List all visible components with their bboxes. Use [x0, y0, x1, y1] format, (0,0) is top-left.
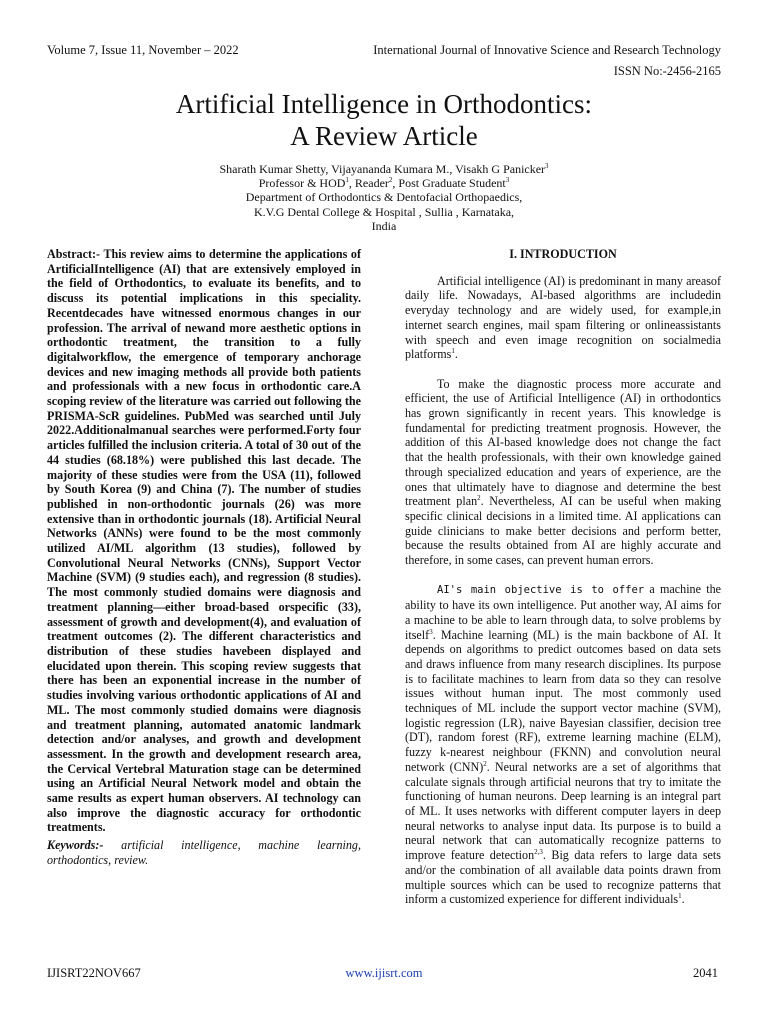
page-number: 2041	[693, 966, 718, 980]
p3-sup3: 2,3	[534, 848, 543, 857]
author-roles	[0, 176, 768, 190]
paper-code: IJISRT22NOV667	[47, 966, 141, 980]
role-2-sup: 2	[388, 176, 393, 185]
p1-sup: 1	[451, 347, 455, 356]
intro-paragraph-1	[405, 274, 721, 362]
role-2: , Reader	[348, 176, 389, 191]
journal-name: International Journal of Innovative Science and Research Technology	[373, 43, 721, 57]
p3-odd-font: AI's main objective is to offer	[437, 584, 645, 597]
p3-sup1: 3	[429, 627, 433, 636]
keywords-label: Keywords:-	[47, 838, 104, 853]
p3-b: . Machine learning (ML) is the main backbone of AI. It depends on algorithms to predict outcomes based on data sets and draws influence from many research disciplines. Its purpose is to facilitate machines to learn from data so they can resolve issues without human input. The most commonly used techniques of ML include the support vector machine (SVM), logistic regression (LR), naive Bayesian classifier, decision tree (DT), random forest (RF), extreme learning machine (ELM), fuzzy k-nearest neighbour (FKNN) and convolution neural network (CNN)	[405, 627, 721, 774]
p3-sup4: 1	[678, 892, 682, 901]
p2-a: To make the diagnostic process more accurate and efficient, the use of Artificial Intelligence (AI) in orthodontics has grown significantly in recent years. This knowledge is fundamental for predicting treatment prognosis. However, the addition of this AI-based knowledge does not change the fact that the health professionals, with their own knowledge gained through specialized education and years of experience, are the ones that ultimately have to diagnose and determine the best treatment plan	[405, 376, 721, 509]
author-names-line	[0, 162, 768, 176]
keywords	[47, 838, 361, 867]
p3-a: a machine the ability to have its own intelligence. Put another way, AI aims for a machine to be able to learn through data, to solve problems by itself	[405, 582, 721, 642]
p3-sup2: 2	[483, 759, 487, 768]
volume-issue: Volume 7, Issue 11, November – 2022	[47, 43, 239, 57]
abstract: Abstract:- This review aims to determine the applications of ArtificialIntelligence (AI) that are extensively employed in the field of Orthodontics, to evaluate its benefits, and to discuss its potential implications in this speciality. Recentdecades have witnessed enormous changes in our profession. The arrival of newand more aesthetic options in orthodontic treatment, the transition to a fully digitalworkflow, the emergence of temporary anchorage devices and new imaging methods all provide both patients and professionals with a new focus in orthodontic care.A scoping review of the literature was carried out following the PRISMA-ScR guidelines. PubMed was searched until July 2022.Additionalmanual searches were performed.Forty four articles fulfilled the inclusion criteria. A total of 30 out of the 44 studies (68.18%) were published this last decade. The majority of these studies were from the USA (11), followed by South Korea (9) and China (7). The number of studies published in non-orthodontic journals (26) was more extensive than in orthodontic journals (18). Artificial Neural Networks (ANNs) were found to be the most commonly utilized AI/ML algorithm (13 studies), followed by Convolutional Neural Networks (CNNs), Support Vector Machine (SVM) (9 studies each), and regression (8 studies). The most commonly studied domains were diagnosis and treatment planning—either broad-based orspecific (33), assessment of growth and development(4), and evaluation of treatment outcomes (2). The different characteristics and distribution of these studies havebeen displayed and elucidated upon therein. This scoping review suggests that there has been an exponential increase in the number of studies involving various orthodontic applications of AI and ML. The most commonly studied domains were diagnosis and treatment planning, automated anatomic landmark detection and/or analyses, and growth and development assessment. In the growth and development research area, the Cervical Vertebral Maturation stage can be determined using an Artificial Neural Network model and obtain the same results as expert human observers. AI technology can also improve the diagnostic accuracy for orthodontic treatments.	[47, 247, 361, 835]
department: Department of Orthodontics & Dentofacial Orthopaedics,	[245, 190, 523, 205]
p2-b: . Nevertheless, AI can be useful when making specific clinical decisions in a limited time. AI applications can guide clinicians to make better decisions and perform better, because the results obtained from AI are highly accurate and therefore, in some cases, can prevent human errors.	[405, 494, 721, 568]
journal-url[interactable]: www.ijisrt.com	[345, 966, 423, 980]
p3-c: . Neural networks are a set of algorithms that calculate signals through artificial neurons that try to imitate the functioning of human neurons. Deep learning is an integral part of ML. It uses networks with different computer layers in deep neural networks to analyse input data. Its purpose is to build a neural network that can automatically recognize patterns to improve feature detection	[405, 759, 721, 863]
p3-e: .	[681, 892, 685, 907]
author-sup: 3	[545, 162, 549, 170]
role-3: , Post Graduate Student	[392, 176, 506, 191]
p3-d: . Big data refers to large data sets and/or the combination of all available data points drawn from multiple sources which can be used to recognize patterns that inform a customized experience for different individuals	[405, 848, 721, 907]
role-1-sup: 1	[345, 176, 349, 185]
title-line-2: A Review Article	[290, 121, 478, 151]
p1-end: .	[454, 347, 458, 362]
college: K.V.G Dental College & Hospital , Sullia , Karnataka,	[253, 204, 515, 219]
p2-sup: 2	[477, 494, 481, 503]
role-3-sup: 3	[505, 176, 510, 185]
p1-text: Artificial intelligence (AI) is predominant in many areasof daily life. Nowadays, AI-based algorithms are includedin everyday technology and are widely used, for example,in internet search engines, mail spam filtering or onlineassistants with speech and even image recognition on socialmedia platforms	[405, 273, 721, 362]
left-column	[47, 247, 361, 868]
paper-title	[0, 88, 768, 152]
issn: ISSN No:-2456-2165	[613, 64, 721, 78]
keywords-text: artificial intelligence, machine learning, orthodontics, review.	[47, 838, 361, 867]
author-block	[0, 162, 768, 233]
intro-paragraph-3	[405, 582, 721, 906]
right-column	[405, 247, 721, 922]
title-line-1: Artificial Intelligence in Orthodontics:	[175, 89, 593, 119]
country: India	[371, 218, 397, 233]
section-heading: I. INTRODUCTION	[509, 247, 617, 261]
intro-paragraph-2	[405, 377, 721, 568]
role-1: Professor & HOD	[258, 176, 346, 191]
author-names: Sharath Kumar Shetty, Vijayananda Kumara M., Visakh G Panicker	[219, 162, 546, 176]
